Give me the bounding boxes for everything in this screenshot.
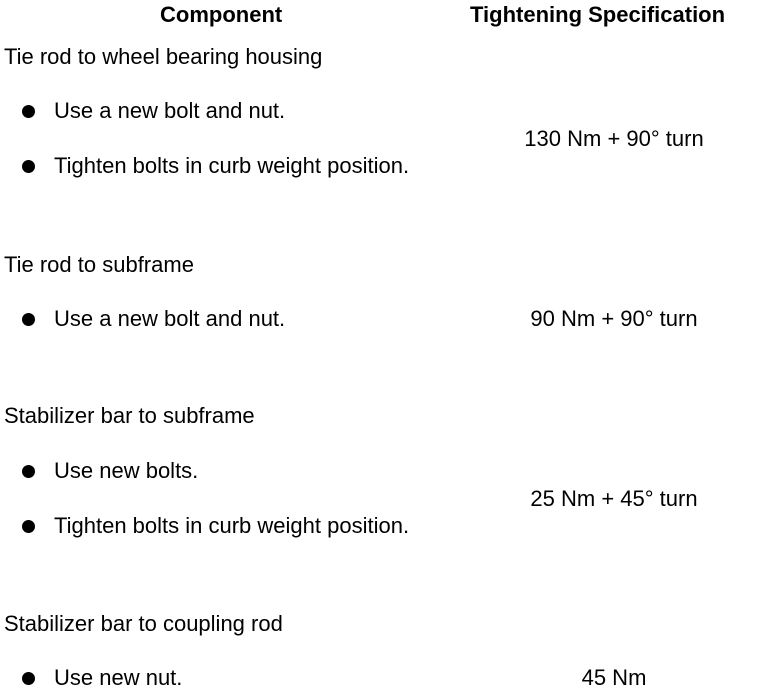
bullet-icon — [22, 313, 35, 326]
note-item — [22, 458, 198, 484]
component-name: Tie rod to wheel bearing housing — [4, 44, 323, 69]
bullet-icon — [22, 672, 35, 685]
note-text: Tighten bolts in curb weight position. — [54, 153, 410, 178]
bullet-icon — [22, 520, 35, 533]
note-item — [22, 98, 285, 124]
note-text: Use new bolts. — [54, 458, 199, 483]
component-name: Stabilizer bar to subframe — [4, 403, 255, 428]
tightening-spec: 130 Nm + 90° turn — [524, 126, 704, 151]
note-text: Tighten bolts in curb weight position. — [54, 513, 410, 538]
bullet-icon — [22, 160, 35, 173]
tightening-spec: 90 Nm + 90° turn — [530, 306, 698, 331]
note-text: Use a new bolt and nut. — [54, 98, 286, 123]
note-item — [22, 513, 409, 539]
tightening-spec: 25 Nm + 45° turn — [530, 486, 698, 511]
component-name: Stabilizer bar to coupling rod — [4, 611, 283, 636]
note-text: Use new nut. — [54, 665, 183, 690]
note-item — [22, 153, 409, 179]
tightening-spec: 45 Nm — [581, 665, 647, 690]
component-name: Tie rod to subframe — [4, 252, 194, 277]
note-item — [22, 306, 285, 332]
bullet-icon — [22, 465, 35, 478]
note-text: Use a new bolt and nut. — [54, 306, 286, 331]
column-header-specification: Tightening Specification — [470, 2, 726, 27]
column-header-component: Component — [160, 2, 283, 27]
bullet-icon — [22, 105, 35, 118]
note-item — [22, 665, 182, 691]
